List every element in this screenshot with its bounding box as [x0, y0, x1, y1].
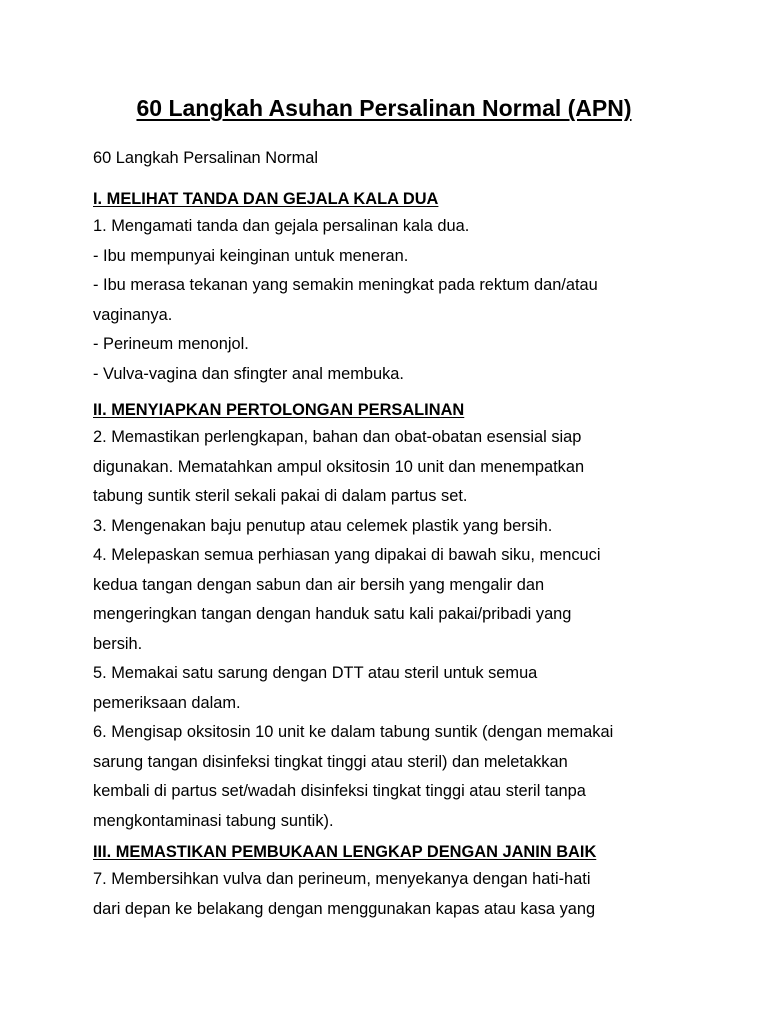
- section-heading: II. MENYIAPKAN PERTOLONGAN PERSALINAN: [93, 401, 465, 419]
- paragraph-line: digunakan. Mematahkan ampul oksitosin 10 unit dan menempatkan: [93, 457, 585, 476]
- section-2: [93, 397, 683, 836]
- section-heading: I. MELIHAT TANDA DAN GEJALA KALA DUA: [93, 190, 439, 208]
- document-title: 60 Langkah Asuhan Persalinan Normal (APN): [136, 95, 632, 121]
- paragraph-line: 6. Mengisap oksitosin 10 unit ke dalam tabung suntik (dengan memakai: [93, 723, 614, 741]
- section-heading: III. MEMASTIKAN PEMBUKAAN LENGKAP DENGAN JANIN BAIK: [93, 843, 597, 861]
- paragraph-line: - Ibu mempunyai keinginan untuk meneran.: [93, 246, 409, 265]
- paragraph-line: dari depan ke belakang dengan menggunakan kapas atau kasa yang: [93, 899, 596, 918]
- paragraph-line: bersih.: [93, 634, 143, 653]
- paragraph-line: 7. Membersihkan vulva dan perineum, menyekanya dengan hati-hati: [93, 870, 591, 888]
- paragraph-line: mengeringkan tangan dengan handuk satu kali pakai/pribadi yang: [93, 605, 572, 623]
- paragraph-line: - Ibu merasa tekanan yang semakin meningkat pada rektum dan/atau: [93, 276, 598, 294]
- document-body: [93, 186, 683, 924]
- paragraph-line: vaginanya.: [93, 305, 173, 324]
- paragraph-line: mengkontaminasi tabung suntik).: [93, 811, 334, 830]
- paragraph-line: 5. Memakai satu sarung dengan DTT atau steril untuk semua: [93, 664, 538, 682]
- paragraph-line: tabung suntik steril sekali pakai di dalam partus set.: [93, 487, 468, 505]
- paragraph-line: 1. Mengamati tanda dan gejala persalinan kala dua.: [93, 217, 470, 235]
- paragraph-line: sarung tangan disinfeksi tingkat tinggi atau steril) dan meletakkan: [93, 752, 568, 771]
- section-3: [93, 839, 683, 924]
- document-subtitle: 60 Langkah Persalinan Normal: [93, 149, 319, 167]
- section-1: [93, 186, 683, 389]
- paragraph-line: kedua tangan dengan sabun dan air bersih yang mengalir dan: [93, 575, 545, 594]
- paragraph-line: 2. Memastikan perlengkapan, bahan dan obat-obatan esensial siap: [93, 428, 582, 446]
- paragraph-line: - Perineum menonjol.: [93, 335, 249, 353]
- paragraph-line: pemeriksaan dalam.: [93, 693, 241, 712]
- paragraph-line: - Vulva-vagina dan sfingter anal membuka.: [93, 364, 404, 383]
- paragraph-line: 3. Mengenakan baju penutup atau celemek plastik yang bersih.: [93, 516, 553, 535]
- paragraph-line: 4. Melepaskan semua perhiasan yang dipakai di bawah siku, mencuci: [93, 546, 601, 564]
- paragraph-line: kembali di partus set/wadah disinfeksi tingkat tinggi atau steril tanpa: [93, 782, 586, 800]
